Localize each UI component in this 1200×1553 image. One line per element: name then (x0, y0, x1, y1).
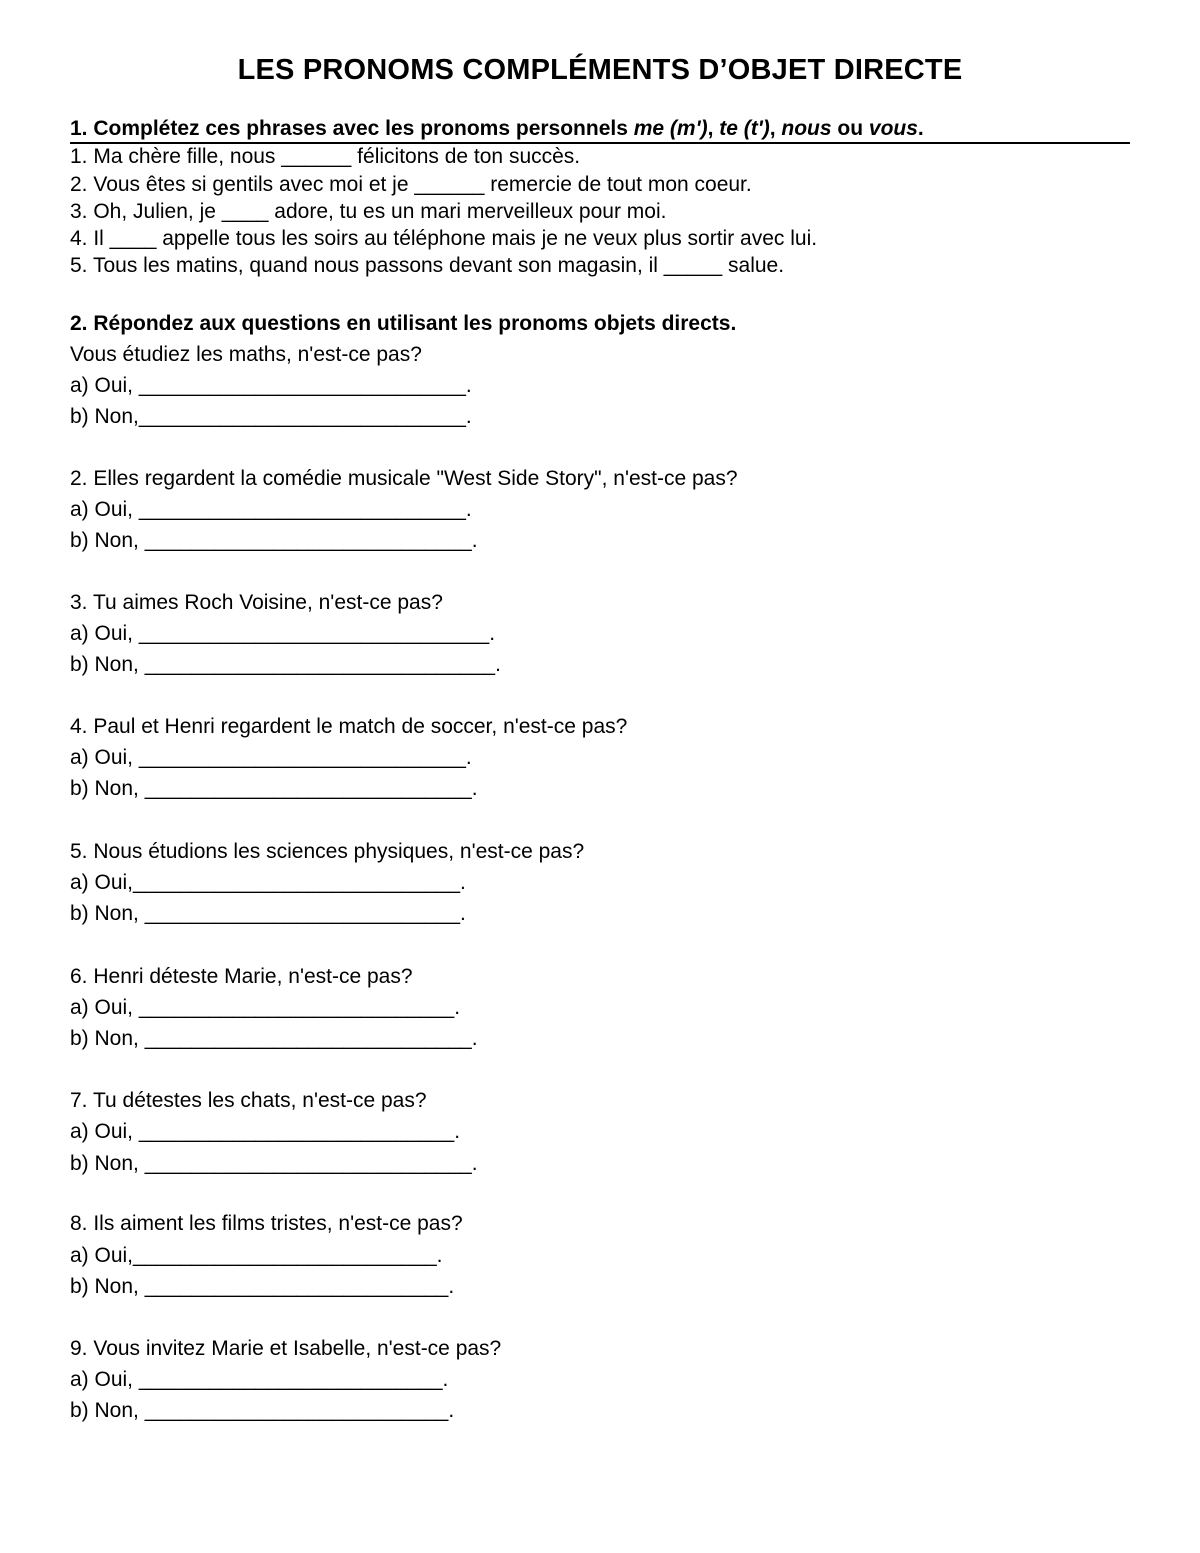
answer-oui-line: a) Oui, ____________________________. (70, 498, 472, 521)
question-text: 3. Tu aimes Roch Voisine, n'est-ce pas? (70, 591, 443, 614)
answer-oui-line: a) Oui, __________________________. (70, 1368, 449, 1391)
answer-oui-line: a) Oui, ______________________________. (70, 622, 496, 645)
question-text: 6. Henri déteste Marie, n'est-ce pas? (70, 965, 413, 988)
question-text: 2. Elles regardent la comédie musicale "West Side Story", n'est-ce pas? (70, 467, 738, 490)
question-text: 7. Tu détestes les chats, n'est-ce pas? (70, 1089, 427, 1112)
answer-non-line: b) Non, __________________________. (70, 1399, 455, 1422)
answer-non-line: b) Non, ____________________________. (70, 1152, 478, 1175)
heading-period: . (917, 117, 924, 140)
answer-oui-line: a) Oui, ____________________________. (70, 746, 472, 769)
question-text: 5. Nous étudions les sciences physiques, n'est-ce pas? (70, 840, 585, 863)
exercise-1-item: 1. Ma chère fille, nous ______ félicitons de ton succès. (70, 145, 581, 168)
section-1-heading (70, 117, 1130, 144)
exercise-1-item: 2. Vous êtes si gentils avec moi et je ______ remercie de tout mon coeur. (70, 173, 752, 196)
answer-non-line: b) Non, ____________________________. (70, 777, 478, 800)
answer-non-line: b) Non, ____________________________. (70, 1027, 478, 1050)
exercise-1-item: 4. Il ____ appelle tous les soirs au téléphone mais je ne veux plus sortir avec lui. (70, 227, 818, 250)
pronoun-vous: vous (868, 117, 918, 140)
answer-oui-line: a) Oui, ___________________________. (70, 1120, 461, 1143)
exercise-1-item: 3. Oh, Julien, je ____ adore, tu es un mari merveilleux pour moi. (70, 200, 667, 223)
question-text: 4. Paul et Henri regardent le match de soccer, n'est-ce pas? (70, 715, 628, 738)
page-title: LES PRONOMS COMPLÉMENTS D’OBJET DIRECTE (237, 54, 963, 86)
section-1-heading-text: 1. Complétez ces phrases avec les pronoms personnels (70, 117, 634, 140)
pronoun-nous: nous (781, 117, 832, 140)
answer-non-line: b) Non, ____________________________. (70, 529, 478, 552)
answer-oui-line: a) Oui,____________________________. (70, 871, 466, 894)
section-2-heading: 2. Répondez aux questions en utilisant les pronoms objets directs. (70, 312, 737, 335)
question-text: Vous étudiez les maths, n'est-ce pas? (70, 343, 422, 366)
question-text: 9. Vous invitez Marie et Isabelle, n'est-ce pas? (70, 1337, 502, 1360)
answer-non-line: b) Non,____________________________. (70, 405, 472, 428)
conjunction-ou: ou (831, 117, 869, 140)
answer-non-line: b) Non, ______________________________. (70, 653, 501, 676)
separator: , (707, 117, 720, 140)
answer-non-line: b) Non, __________________________. (70, 1275, 455, 1298)
exercise-1-item: 5. Tous les matins, quand nous passons devant son magasin, il _____ salue. (70, 254, 785, 277)
separator: , (769, 117, 782, 140)
pronoun-me: me (m') (633, 117, 708, 140)
answer-oui-line: a) Oui, ____________________________. (70, 374, 472, 397)
answer-oui-line: a) Oui,__________________________. (70, 1244, 443, 1267)
pronoun-te: te (t') (719, 117, 770, 140)
answer-oui-line: a) Oui, ___________________________. (70, 996, 461, 1019)
question-text: 8. Ils aiment les films tristes, n'est-ce pas? (70, 1212, 463, 1235)
answer-non-line: b) Non, ___________________________. (70, 902, 466, 925)
